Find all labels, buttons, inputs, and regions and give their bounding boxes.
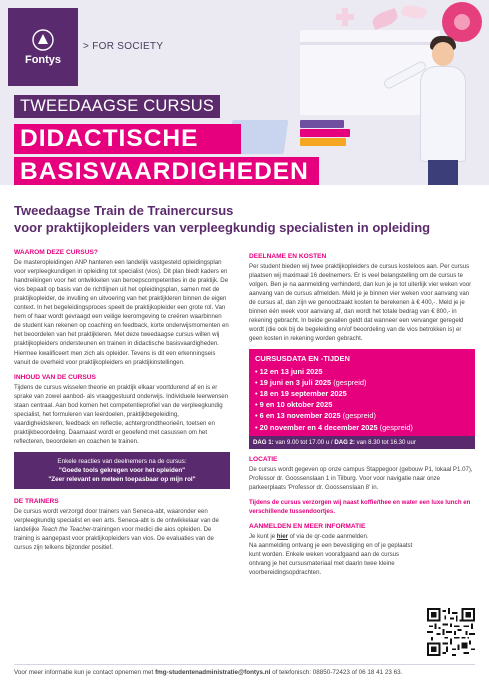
date-text: 6 en 13 november 2025 [259, 411, 341, 421]
why-heading: WAAROM DEZE CURSUS? [14, 249, 98, 256]
date-item: • 6 en 13 november 2025 (gespreid) [255, 411, 376, 421]
tagline: > FOR SOCIETY [83, 41, 164, 52]
medical-cross-icon [336, 8, 354, 26]
dates-heading: CURSUSDATA EN -TIJDEN [255, 354, 350, 364]
date-text: 18 en 19 september 2025 [259, 388, 347, 398]
enroll-text: Per student bieden wij twee praktijkopleiders de cursus kosteloos aan. Per cursus plaatsen wij maximaal 16 deelnemers. Er is veel belangstelling om de cursus te volgen. Ben je na aanmelding verhinderd, dan kun je je tot uiterlijk vier weken voor aanvang van de cursus afmelden. Meld je je binnen vier weken voor aanvang van de cursus af, dan zijn we genoodzaakt kosten te berekenen à € 400,-. Meld je je binnen één week voor aanvang af, dan wordt het totale bedrag van € 800,- in rekening gebracht. In beide gevallen geldt dat wanneer een vervanger geregeld wordt (die ook bij de begeleiding en/of beoordeling van de vios betrokken is) er geen kosten in rekening worden gebracht. [249, 263, 472, 343]
books-illustration [300, 118, 360, 152]
subtitle-line-1: Tweedaagse Train de Trainercursus [14, 203, 234, 218]
date-item: • 9 en 10 oktober 2025 [255, 400, 333, 410]
content-text: Tijdens de cursus wisselen theorie en praktijk elkaar voortdurend af en is er sprake van zowel aanbod- als vraaggestuurd onderwijs. Individuele leerwensen staan centraal. Aan bod komen het competentieprofiel van de verpleegkundig specialist, het formuleren van leerdoelen, praktijkbegeleiding, vaardigheidsleren, feedback en reflectie, achtergrondtheorieën, toetsen en praktijkbeoordeling. Daarnaast wordt er geoefend met casussen om het reflecteren, beoordelen en coachen te trainen. [14, 383, 229, 445]
date-note: (gespreid) [331, 377, 367, 387]
date-item: • 12 en 13 juni 2025 [255, 366, 323, 376]
date-text: 19 juni en 3 juli 2025 [259, 377, 332, 387]
fontys-logo-icon [32, 29, 54, 51]
day2-time: van 8.30 tot 16.30 uur [354, 438, 416, 446]
logo-text: Fontys [24, 53, 62, 66]
hero-banner [0, 0, 489, 185]
day2-label: DAG 2: [334, 438, 355, 446]
date-text: 20 november en 4 december 2025 [259, 422, 378, 432]
title-line-2: BASISVAARDIGHEDEN [14, 157, 319, 185]
course-type-label: TWEEDAAGSE CURSUS [14, 95, 220, 118]
leaf-decoration [370, 8, 399, 30]
date-item: • 20 november en 4 december 2025 (gespreid) [255, 422, 413, 432]
footer-suffix: of telefonisch: 08850-72423 of 06 18 41 23 63. [270, 669, 403, 676]
title-line-1: DIDACTISCHE [14, 124, 241, 154]
subtitle [14, 202, 482, 236]
testimonial-box [14, 452, 230, 489]
date-note: (gespreid) [340, 411, 376, 421]
testimonial-quote: "Zeer relevant en meteen toepasbaar op mijn rol" [48, 475, 196, 483]
dates-box [249, 349, 475, 435]
enroll-heading: DEELNAME EN KOSTEN [249, 253, 327, 260]
leaf-decoration [401, 3, 427, 21]
location-text: De cursus wordt gegeven op onze campus Stappegoor (gebouw P1, lokaal P1.07), Professor dr. Goossenslaan 1 in Tilburg. Voor voor navigatie naar onze parkeerplaats 'Professor dr. Goossenslaan 8' in. [249, 465, 473, 491]
subtitle-line-2: voor praktijkopleiders van verpleegkundig specialisten in opleiding [14, 220, 431, 235]
date-item: • 19 juni en 3 juli 2025 (gespreid) [255, 377, 367, 387]
trainers-italic: Teach the Teacher [41, 526, 92, 534]
trainers-heading: DE TRAINERS [14, 497, 59, 505]
times-bar [249, 436, 475, 449]
left-column [14, 248, 230, 558]
trainers-text-a: De cursus wordt verzorgd door trainers van Seneca-abt, waaronder een verpleegkundig specialist en een arts. Seneca-abt is de ontwikkelaar van de landelijke [14, 508, 219, 534]
why-text: De masteropleidingen ANP hanteren een landelijk vastgesteld opleidingsplan voor verpleegkundigen in opleiding tot specialist (vios). Dit plan biedt kaders en handreikingen voor het ontwikkelen van beroepscompetenties in de praktijk. De vios bepaalt op basis van de richtlijnen uit het opleidingsplan, samen met de praktijkopleider, de invulling en uitvoering van het praktijkleren binnen de eigen context. In het begeleidingsproces speelt de praktijkopleider een grote rol. Van hem of haar wordt gevraagd een veilige leeromgeving te creëren waarbinnen de student kan rekenen op coaching en feedback, korte onderwijsmomenten en het beoordelen van het praktijkleren. Met deze tweedaagse cursus willen wij praktijkopleiders ondersteunen en trainen in didactische basisvaardigheden. Hiermee kwalificeert men zich als opleider. Tevens is dit een erkenningseis vanuit de overheid voor praktijkopleiders en praktijkinstellingen. [14, 259, 229, 366]
nurse-illustration [432, 42, 454, 66]
nurse-illustration [420, 66, 466, 162]
info-text: Na aanmelding ontvang je een bevestiging en of je geplaatst kunt worden. Enkele weken voorafgaand aan de cursus ontvang je het cursusmateriaal met daarin twee kleine voorbereidingsopdrachten. [249, 542, 413, 577]
catering-text: Tijdens de cursus verzorgen wij naast koffie/thee en water een luxe lunch en verschillende tussendoortjes. [249, 498, 471, 516]
right-column [249, 252, 475, 577]
signup-link[interactable]: hier [276, 533, 288, 541]
nurse-illustration [428, 160, 458, 185]
footer-divider [14, 664, 475, 665]
signup-line [249, 532, 421, 541]
date-text: 12 en 13 juni 2025 [259, 366, 323, 376]
trainers-text [14, 507, 230, 552]
signup-text-b: of via de qr-code aanmelden. [287, 533, 369, 541]
date-note: (gespreid) [377, 422, 413, 432]
day1-time: van 9.00 tot 17.00 u / [273, 438, 335, 446]
day1-label: DAG 1: [253, 438, 274, 446]
info-block [249, 532, 421, 577]
trainers-text-b: -trainingen voor medici die aios opleiden. De training is aangepast voor praktijkopleiders van vios. De evaluaties van de cursus zijn telkens bijzonder positief. [14, 526, 214, 552]
content-heading: INHOUD VAN DE CURSUS [14, 373, 96, 381]
footer [14, 669, 484, 676]
testimonial-intro: Enkele reacties van deelnemers na de cursus: [57, 457, 187, 465]
info-heading: AANMELDEN EN MEER INFORMATIE [249, 523, 366, 531]
date-text: 9 en 10 oktober 2025 [259, 400, 333, 410]
location-heading: LOCATIE [249, 455, 278, 463]
date-item: • 18 en 19 september 2025 [255, 388, 347, 398]
fontys-logo[interactable] [8, 8, 78, 86]
qr-code[interactable] [427, 608, 475, 656]
testimonial-quote: "Goede tools gekregen voor het opleiden" [58, 466, 186, 474]
signup-text-a: Je kunt je [249, 533, 277, 541]
footer-email[interactable]: fmg-studentenadministratie@fontys.nl [155, 669, 271, 676]
footer-prefix: Voor meer informatie kun je contact opnemen met [14, 669, 156, 676]
